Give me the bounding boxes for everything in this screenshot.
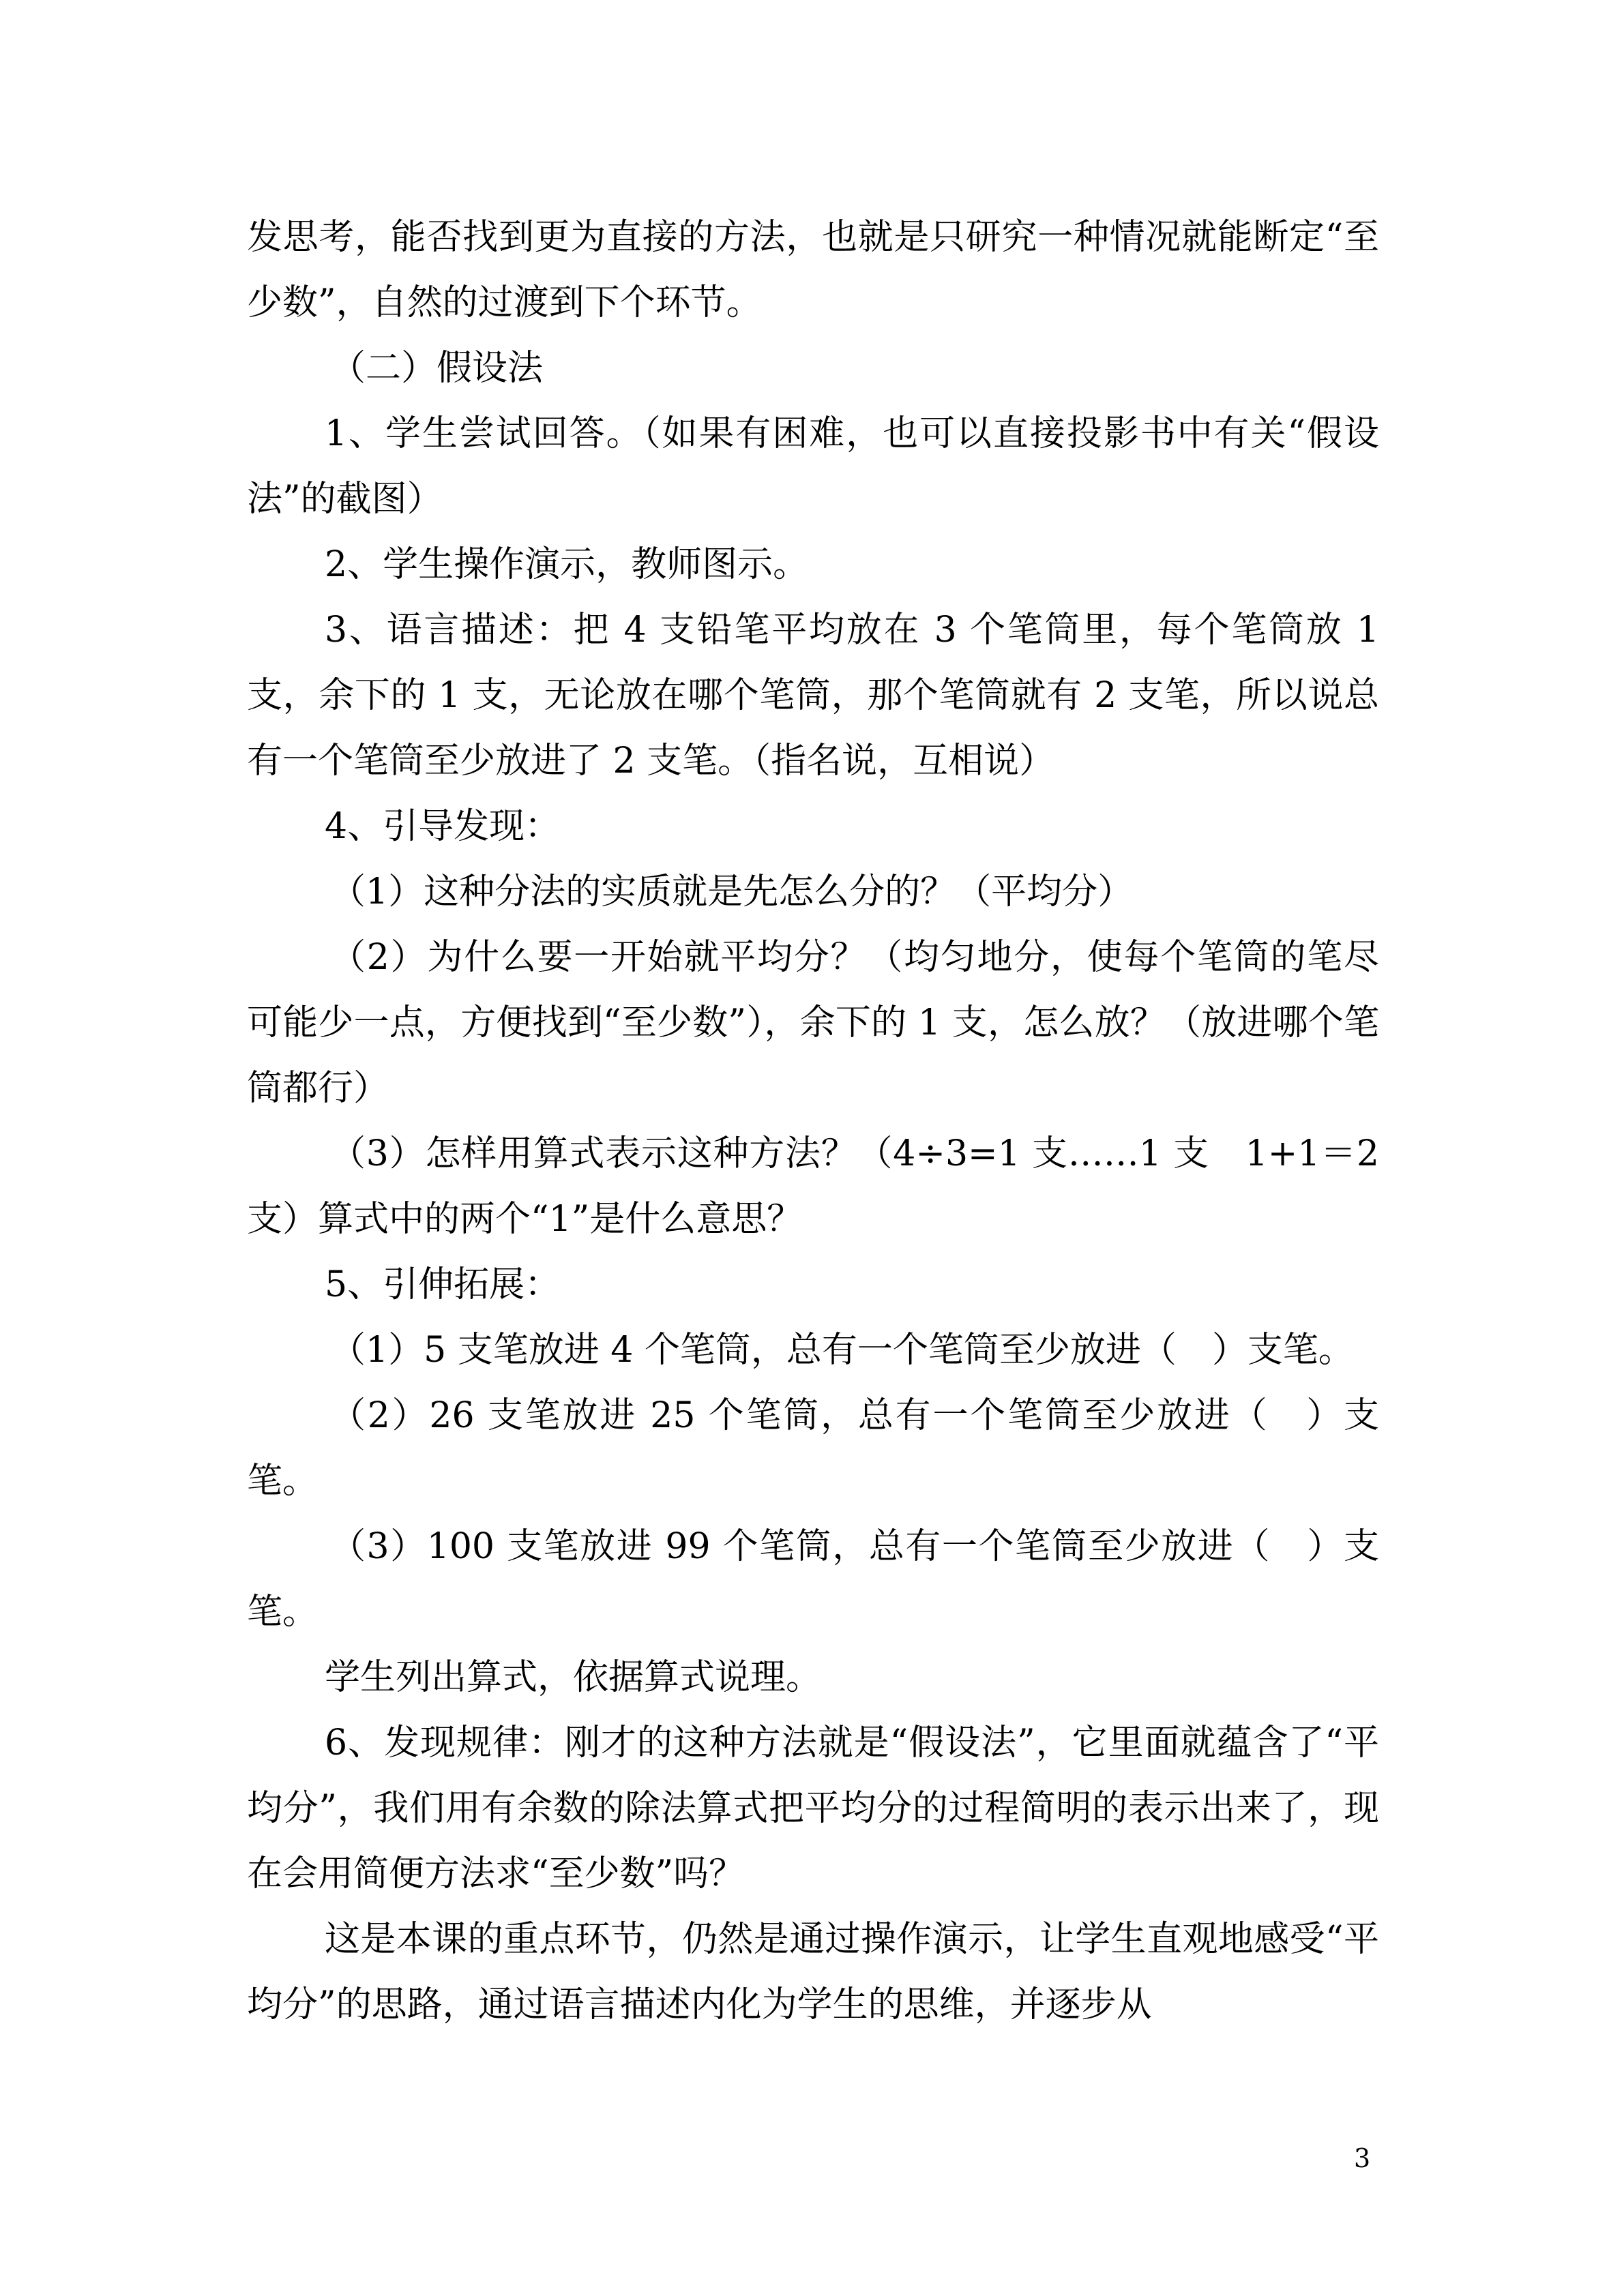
step-6-paragraph: 6、发现规律：刚才的这种方法就是“假设法”，它里面就蕴含了“平均分”，我们用有余数的除法算式把平均分的过程简明的表示出来了，现在会用简便方法求“至少数”吗？ [247, 1723, 1379, 1894]
exercise-2-paragraph: （2）26 支笔放进 25 个笔筒，总有一个笔筒至少放进（ ）支笔。 [247, 1395, 1379, 1502]
exercise-1-paragraph: （1）5 支笔放进 4 个笔筒，总有一个笔筒至少放进（ ）支笔。 [330, 1330, 1354, 1371]
step-3-paragraph: 3、语言描述：把 4 支铅笔平均放在 3 个笔筒里，每个笔筒放 1 支，余下的 1 支，无论放在哪个笔筒，那个笔筒就有 2 支笔，所以说总有一个笔筒至少放进了 2 支笔。（指名说，互相说） [247, 610, 1379, 781]
step-4-paragraph: 4、引导发现： [325, 806, 561, 847]
step-2-paragraph: 2、学生操作演示，教师图示。 [325, 544, 809, 585]
step-5-paragraph: 5、引伸拓展： [325, 1264, 561, 1305]
section-heading-assumption-method: （二）假设法 [330, 348, 544, 389]
step-1-paragraph: 1、学生尝试回答。（如果有困难，也可以直接投影书中有关“假设法”的截图） [247, 413, 1379, 520]
paragraph-continuation: 发思考，能否找到更为直接的方法，也就是只研究一种情况就能断定“至少数”，自然的过渡到下个环节。 [247, 217, 1379, 323]
question-3-paragraph: （3）怎样用算式表示这种方法？（4÷3=1 支……1 支 1+1＝2 支）算式中的两个“1”是什么意思？ [247, 1133, 1379, 1240]
question-1-paragraph: （1）这种分法的实质就是先怎么分的？（平均分） [330, 871, 1134, 912]
page-number: 3 [1354, 2143, 1371, 2173]
body-text [247, 205, 1379, 2038]
exercise-3-paragraph: （3）100 支笔放进 99 个笔筒，总有一个笔筒至少放进（ ）支笔。 [247, 1526, 1379, 1632]
commentary-paragraph: 这是本课的重点环节，仍然是通过操作演示，让学生直观地感受“平均分”的思路，通过语言描述内化为学生的思维，并逐步从 [247, 1919, 1379, 2025]
student-formula-paragraph: 学生列出算式，依据算式说理。 [325, 1657, 822, 1698]
question-2-paragraph: （2）为什么要一开始就平均分？（均匀地分，使每个笔筒的笔尽可能少一点，方便找到“至少数”），余下的 1 支，怎么放？（放进哪个笔筒都行） [247, 937, 1379, 1109]
